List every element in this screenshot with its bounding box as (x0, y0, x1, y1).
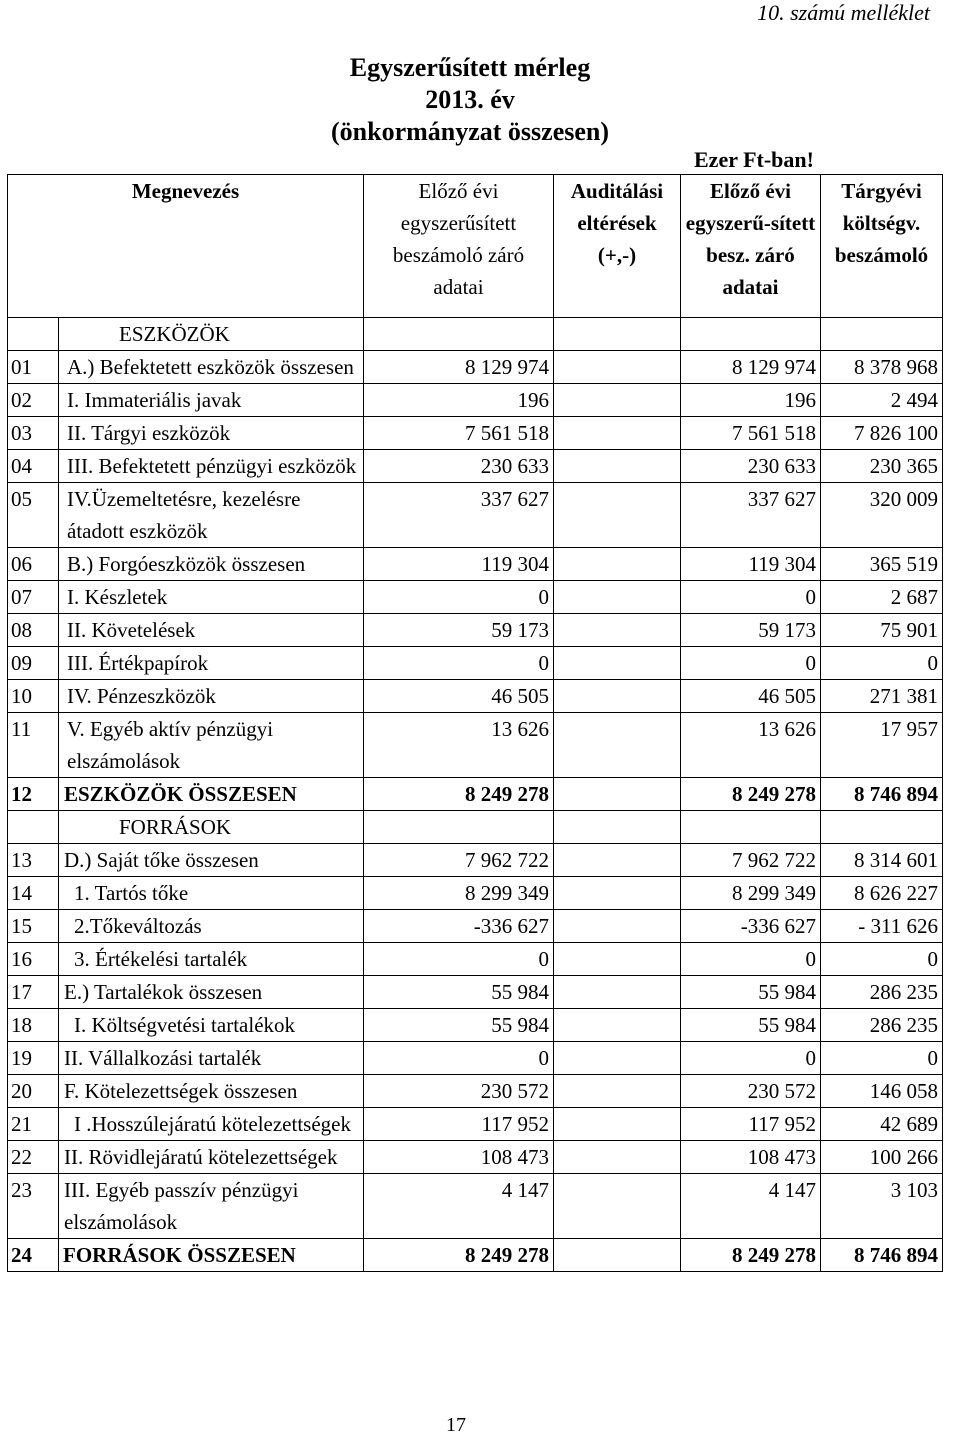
row-id: 19 (8, 1042, 59, 1075)
row-name: III. Értékpapírok (59, 647, 364, 680)
row-prev-year: 196 (364, 384, 554, 417)
row-name: FORRÁSOK ÖSSZESEN (59, 1239, 364, 1272)
table-row (8, 943, 943, 976)
title-line-1: Egyszerűsített mérleg (349, 53, 591, 82)
row-prev-simplified: 55 984 (681, 1009, 821, 1042)
row-id: 24 (8, 1239, 59, 1272)
row-audit (554, 417, 681, 450)
table-row (8, 976, 943, 1009)
row-prev-simplified: 7 561 518 (681, 417, 821, 450)
empty-cell (554, 811, 681, 844)
table-row (8, 778, 943, 811)
table-row (8, 877, 943, 910)
row-current: 42 689 (821, 1108, 943, 1141)
row-id: 16 (8, 943, 59, 976)
row-current: 320 009 (821, 483, 943, 548)
row-id: 05 (8, 483, 59, 548)
section-label: FORRÁSOK (59, 811, 364, 844)
annex-label: 10. számú melléklet (757, 0, 930, 25)
row-prev-simplified: 8 129 974 (681, 351, 821, 384)
row-id: 21 (8, 1108, 59, 1141)
row-prev-year: 46 505 (364, 680, 554, 713)
row-id: 02 (8, 384, 59, 417)
empty-cell (681, 811, 821, 844)
row-prev-year: 108 473 (364, 1141, 554, 1174)
table-row (8, 1108, 943, 1141)
empty-cell (821, 811, 943, 844)
table-row (8, 384, 943, 417)
row-prev-simplified: 0 (681, 1042, 821, 1075)
row-prev-year: 13 626 (364, 713, 554, 778)
row-current: 365 519 (821, 548, 943, 581)
row-prev-year: 230 633 (364, 450, 554, 483)
row-prev-year: 0 (364, 1042, 554, 1075)
row-audit (554, 877, 681, 910)
row-name: E.) Tartalékok összesen (59, 976, 364, 1009)
row-id: 09 (8, 647, 59, 680)
table-row (8, 483, 943, 548)
table-row (8, 1042, 943, 1075)
row-audit (554, 943, 681, 976)
row-audit (554, 1239, 681, 1272)
row-prev-simplified: 108 473 (681, 1141, 821, 1174)
row-name: II. Rövidlejáratú kötelezettségek (59, 1141, 364, 1174)
row-prev-year: 337 627 (364, 483, 554, 548)
row-name: F. Kötelezettségek összesen (59, 1075, 364, 1108)
row-prev-year: 55 984 (364, 976, 554, 1009)
row-prev-year: 7 962 722 (364, 844, 554, 877)
row-audit (554, 844, 681, 877)
row-prev-simplified: 0 (681, 943, 821, 976)
section-id-cell (8, 811, 59, 844)
row-name: III. Befektetett pénzügyi eszközök (59, 450, 364, 483)
table-row (8, 1009, 943, 1042)
row-name: V. Egyéb aktív pénzügyi elszámolások (59, 713, 364, 778)
row-prev-year: 7 561 518 (364, 417, 554, 450)
row-prev-year: 119 304 (364, 548, 554, 581)
row-current: 0 (821, 1042, 943, 1075)
row-prev-year: 0 (364, 943, 554, 976)
row-current: 8 746 894 (821, 778, 943, 811)
row-prev-year: 4 147 (364, 1174, 554, 1239)
row-audit (554, 778, 681, 811)
header-prev-year: Előző évi egyszerűsített beszámoló záró adatai (364, 175, 554, 318)
row-prev-year: 117 952 (364, 1108, 554, 1141)
row-prev-year: 8 249 278 (364, 778, 554, 811)
section-assets-row (8, 318, 943, 351)
row-audit (554, 647, 681, 680)
row-current: 286 235 (821, 1009, 943, 1042)
row-id: 12 (8, 778, 59, 811)
table-row (8, 1141, 943, 1174)
row-id: 13 (8, 844, 59, 877)
table-row (8, 1174, 943, 1239)
row-id: 14 (8, 877, 59, 910)
empty-cell (681, 318, 821, 351)
table-row (8, 614, 943, 647)
row-prev-year: 0 (364, 647, 554, 680)
row-id: 03 (8, 417, 59, 450)
row-current: 2 494 (821, 384, 943, 417)
row-name: B.) Forgóeszközök összesen (59, 548, 364, 581)
row-id: 23 (8, 1174, 59, 1239)
table-row (8, 1075, 943, 1108)
header-name: Megnevezés (8, 175, 364, 318)
unit-label: Ezer Ft-ban! (694, 147, 814, 172)
row-audit (554, 1042, 681, 1075)
row-id: 01 (8, 351, 59, 384)
row-prev-simplified: -336 627 (681, 910, 821, 943)
title-line-3: (önkormányzat összesen) (330, 117, 610, 146)
row-prev-simplified: 0 (681, 581, 821, 614)
row-audit (554, 1141, 681, 1174)
row-audit (554, 581, 681, 614)
table-row (8, 910, 943, 943)
row-prev-simplified: 119 304 (681, 548, 821, 581)
row-current: 2 687 (821, 581, 943, 614)
row-id: 06 (8, 548, 59, 581)
row-id: 18 (8, 1009, 59, 1042)
row-prev-year: 0 (364, 581, 554, 614)
row-name: I .Hosszúlejáratú kötelezettségek (59, 1108, 364, 1141)
table-row (8, 844, 943, 877)
row-prev-simplified: 8 249 278 (681, 778, 821, 811)
row-audit (554, 976, 681, 1009)
row-id: 15 (8, 910, 59, 943)
table-row (8, 647, 943, 680)
row-current: 146 058 (821, 1075, 943, 1108)
row-name: A.) Befektetett eszközök összesen (59, 351, 364, 384)
table-row (8, 713, 943, 778)
table-row (8, 1239, 943, 1272)
row-current: 8 626 227 (821, 877, 943, 910)
row-name: IV.Üzemeltetésre, kezelésre átadott eszközök (59, 483, 364, 548)
empty-cell (821, 318, 943, 351)
empty-cell (554, 318, 681, 351)
row-audit (554, 1108, 681, 1141)
row-audit (554, 450, 681, 483)
row-prev-simplified: 0 (681, 647, 821, 680)
section-sources-row (8, 811, 943, 844)
row-prev-simplified: 117 952 (681, 1108, 821, 1141)
header-prev-simplified: Előző évi egyszerű-sített besz. záró adatai (681, 175, 821, 318)
row-current: 8 746 894 (821, 1239, 943, 1272)
row-prev-simplified: 46 505 (681, 680, 821, 713)
row-prev-simplified: 8 249 278 (681, 1239, 821, 1272)
row-audit (554, 351, 681, 384)
row-prev-simplified: 7 962 722 (681, 844, 821, 877)
row-name: II. Követelések (59, 614, 364, 647)
row-prev-year: 55 984 (364, 1009, 554, 1042)
row-id: 04 (8, 450, 59, 483)
balance-table (7, 174, 943, 1272)
row-current: 286 235 (821, 976, 943, 1009)
row-audit (554, 713, 681, 778)
row-id: 20 (8, 1075, 59, 1108)
row-prev-simplified: 230 572 (681, 1075, 821, 1108)
row-id: 10 (8, 680, 59, 713)
row-prev-simplified: 4 147 (681, 1174, 821, 1239)
row-prev-simplified: 59 173 (681, 614, 821, 647)
row-current: 3 103 (821, 1174, 943, 1239)
row-audit (554, 910, 681, 943)
row-name: I. Költségvetési tartalékok (59, 1009, 364, 1042)
section-label: ESZKÖZÖK (59, 318, 364, 351)
header-row (8, 175, 943, 318)
row-name: II. Tárgyi eszközök (59, 417, 364, 450)
row-prev-simplified: 196 (681, 384, 821, 417)
row-current: 17 957 (821, 713, 943, 778)
table-row (8, 680, 943, 713)
row-prev-simplified: 13 626 (681, 713, 821, 778)
row-audit (554, 614, 681, 647)
row-name: IV. Pénzeszközök (59, 680, 364, 713)
row-name: III. Egyéb passzív pénzügyi elszámolások (59, 1174, 364, 1239)
row-current: 7 826 100 (821, 417, 943, 450)
table-row (8, 548, 943, 581)
table-row (8, 450, 943, 483)
section-id-cell (8, 318, 59, 351)
row-audit (554, 548, 681, 581)
row-current: 0 (821, 647, 943, 680)
row-id: 08 (8, 614, 59, 647)
row-prev-year: 59 173 (364, 614, 554, 647)
row-prev-year: 8 249 278 (364, 1239, 554, 1272)
row-current: 8 378 968 (821, 351, 943, 384)
header-audit: Auditálási eltérések (+,-) (554, 175, 681, 318)
row-name: ESZKÖZÖK ÖSSZESEN (59, 778, 364, 811)
row-name: 1. Tartós tőke (59, 877, 364, 910)
row-name: I. Immateriális javak (59, 384, 364, 417)
row-prev-simplified: 337 627 (681, 483, 821, 548)
table-row (8, 351, 943, 384)
row-audit (554, 1075, 681, 1108)
row-prev-year: -336 627 (364, 910, 554, 943)
row-current: 8 314 601 (821, 844, 943, 877)
row-id: 07 (8, 581, 59, 614)
empty-cell (364, 318, 554, 351)
empty-cell (364, 811, 554, 844)
row-id: 11 (8, 713, 59, 778)
table-row (8, 581, 943, 614)
page-number: 17 (446, 1414, 466, 1436)
row-prev-simplified: 8 299 349 (681, 877, 821, 910)
row-audit (554, 483, 681, 548)
row-prev-year: 230 572 (364, 1075, 554, 1108)
row-name: I. Készletek (59, 581, 364, 614)
row-audit (554, 1174, 681, 1239)
row-current: 100 266 (821, 1141, 943, 1174)
row-current: 75 901 (821, 614, 943, 647)
row-prev-year: 8 129 974 (364, 351, 554, 384)
row-current: 230 365 (821, 450, 943, 483)
header-current: Tárgyévi költségv. beszámoló (821, 175, 943, 318)
table-row (8, 417, 943, 450)
row-audit (554, 1009, 681, 1042)
row-prev-simplified: 55 984 (681, 976, 821, 1009)
row-id: 22 (8, 1141, 59, 1174)
title-line-2: 2013. év (425, 85, 515, 114)
row-name: 2.Tőkeváltozás (59, 910, 364, 943)
row-audit (554, 680, 681, 713)
row-id: 17 (8, 976, 59, 1009)
row-name: II. Vállalkozási tartalék (59, 1042, 364, 1075)
row-current: 0 (821, 943, 943, 976)
row-prev-year: 8 299 349 (364, 877, 554, 910)
row-audit (554, 384, 681, 417)
row-current: - 311 626 (821, 910, 943, 943)
row-prev-simplified: 230 633 (681, 450, 821, 483)
row-name: 3. Értékelési tartalék (59, 943, 364, 976)
row-name: D.) Saját tőke összesen (59, 844, 364, 877)
row-current: 271 381 (821, 680, 943, 713)
